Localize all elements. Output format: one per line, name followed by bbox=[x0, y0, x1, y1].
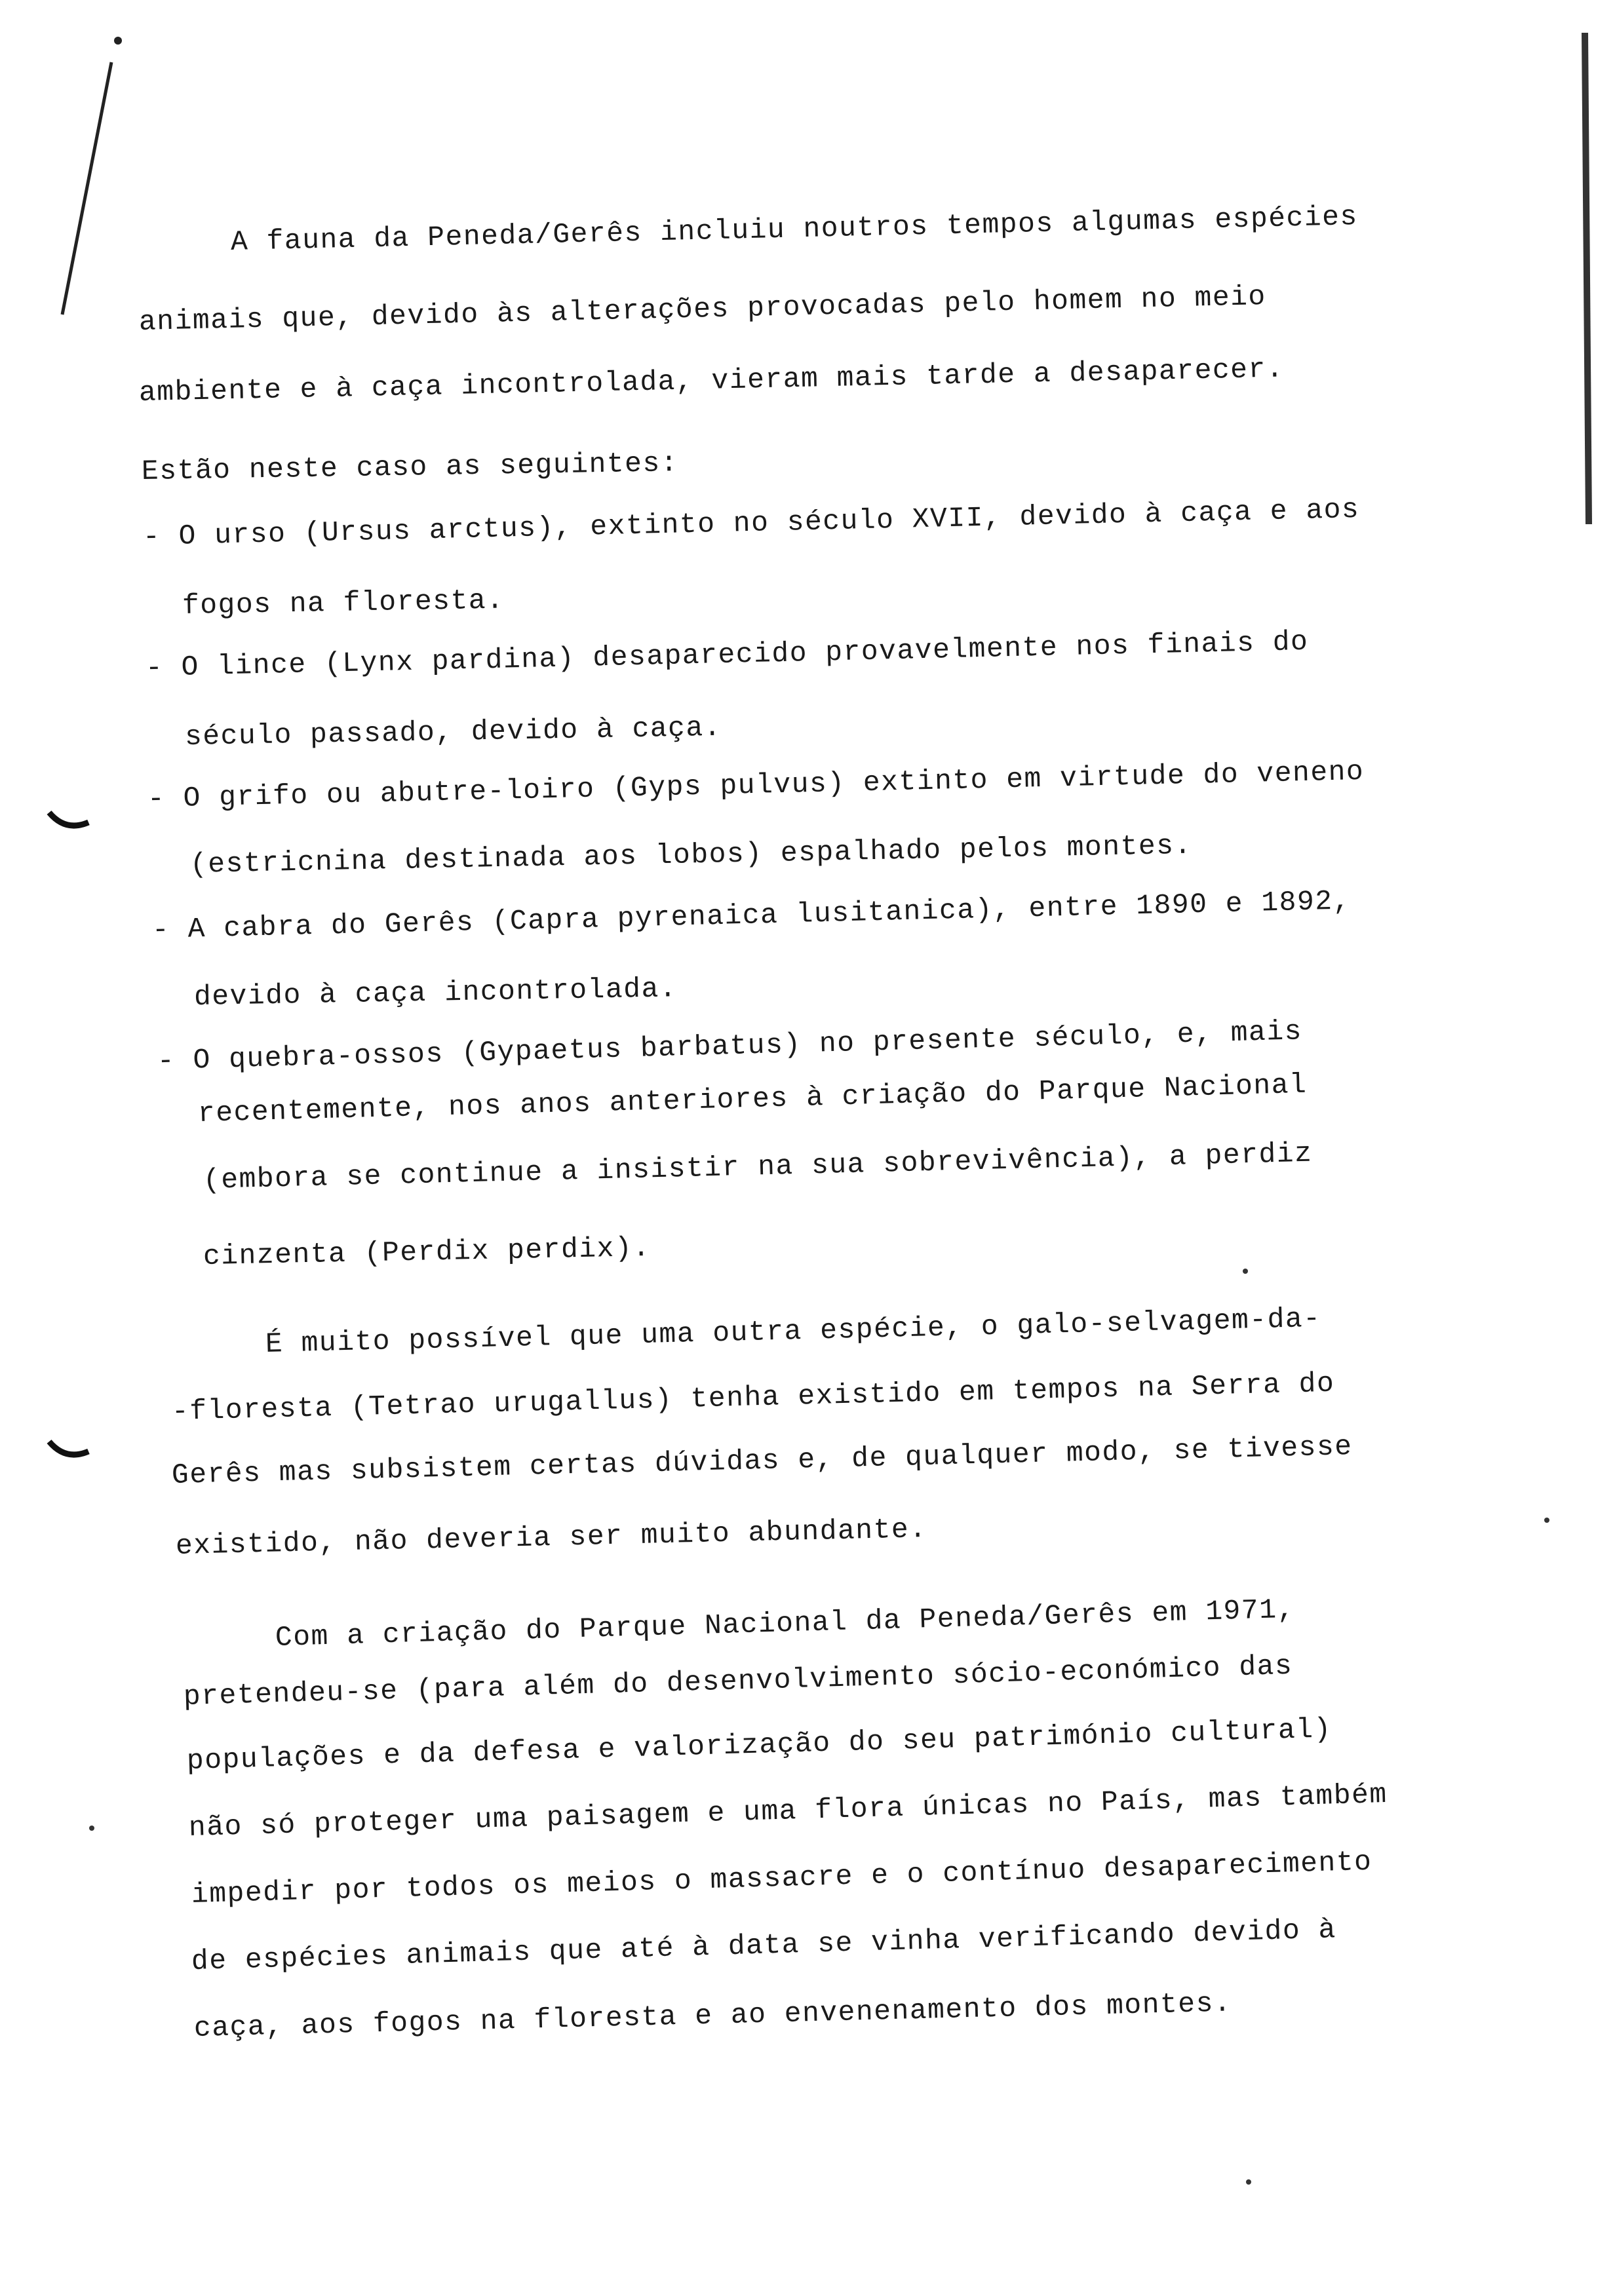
scan-dot bbox=[114, 37, 122, 45]
punch-hole-mark-1 bbox=[49, 813, 88, 826]
paragraph-2-line-3: Gerês mas subsistem certas dúvidas e, de qualquer modo, se tivesse bbox=[171, 1430, 1353, 1491]
list-item-5-line-3: (embora se continue a insistir na sua sobrevivência), a perdiz bbox=[203, 1137, 1313, 1196]
paragraph-3-line-1: Com a criação do Parque Nacional da Peneda/Gerês em 1971, bbox=[275, 1593, 1296, 1654]
paragraph-2-line-1: É muito possível que uma outra espécie, o galo-selvagem-da- bbox=[265, 1302, 1322, 1360]
paragraph-3-line-7: caça, aos fogos na floresta e ao envenenamento dos montes. bbox=[193, 1987, 1232, 2044]
paragraph-1-line-4: Estão neste caso as seguintes: bbox=[141, 447, 679, 488]
paragraph-1-line-2: animais que, devido às alterações provocadas pelo homem no meio bbox=[138, 280, 1267, 338]
scan-edge-right bbox=[1585, 33, 1589, 524]
list-item-3-line-2: (estricnina destinada aos lobos) espalhado pelos montes. bbox=[189, 829, 1193, 881]
scan-dot bbox=[1544, 1518, 1549, 1523]
list-item-2-line-2: século passado, devido à caça. bbox=[184, 711, 722, 753]
scan-dot bbox=[1243, 1269, 1248, 1274]
paragraph-1-line-3: ambiente e à caça incontrolada, vieram mais tarde a desaparecer. bbox=[138, 353, 1285, 409]
scan-dot bbox=[89, 1826, 94, 1831]
list-item-2-line-1: - O lince (Lynx pardina) desaparecido provavelmente nos finais do bbox=[145, 625, 1309, 684]
list-item-3-line-1: - O grifo ou abutre-loiro (Gyps pulvus) extinto em virtude do veneno bbox=[147, 755, 1365, 815]
paragraph-1-line-1: A fauna da Peneda/Gerês incluiu noutros tempos algumas espécies bbox=[230, 200, 1359, 258]
paragraph-3-line-2: pretendeu-se (para além do desenvolvimento sócio-económico das bbox=[183, 1649, 1293, 1713]
list-item-1-line-2: fogos na floresta. bbox=[182, 584, 505, 622]
list-item-1-line-1: - O urso (Ursus arctus), extinto no século XVII, devido à caça e aos bbox=[142, 493, 1360, 553]
list-item-5-line-4: cinzenta (Perdix perdix). bbox=[203, 1231, 651, 1272]
list-item-4-line-1: - A cabra do Gerês (Capra pyrenaica lusitanica), entre 1890 e 1892, bbox=[151, 885, 1352, 946]
paragraph-3-line-3: populações e da defesa e valorização do seu património cultural) bbox=[186, 1713, 1333, 1777]
list-item-5-line-1: - O quebra-ossos (Gypaetus barbatus) no presente século, e, mais bbox=[157, 1015, 1303, 1077]
paragraph-2-line-4: existido, não deveria ser muito abundante. bbox=[175, 1512, 928, 1562]
scan-stroke-left bbox=[62, 62, 111, 315]
punch-hole-mark-2 bbox=[49, 1442, 88, 1455]
list-item-4-line-2: devido à caça incontrolada. bbox=[193, 972, 678, 1013]
list-item-5-line-2: recentemente, nos anos anteriores à criação do Parque Nacional bbox=[197, 1068, 1308, 1130]
paragraph-3-line-4: não só proteger uma paisagem e uma flora únicas no País, mas também bbox=[188, 1778, 1388, 1844]
paragraph-3-line-5: impedir por todos os meios o massacre e o contínuo desaparecimento bbox=[191, 1845, 1373, 1911]
paragraph-2-line-2: -floresta (Tetrao urugallus) tenha existido em tempos na Serra do bbox=[171, 1367, 1335, 1428]
scan-dot bbox=[1246, 2179, 1251, 2185]
paragraph-3-line-6: de espécies animais que até à data se vinha verificando devido à bbox=[191, 1913, 1337, 1978]
